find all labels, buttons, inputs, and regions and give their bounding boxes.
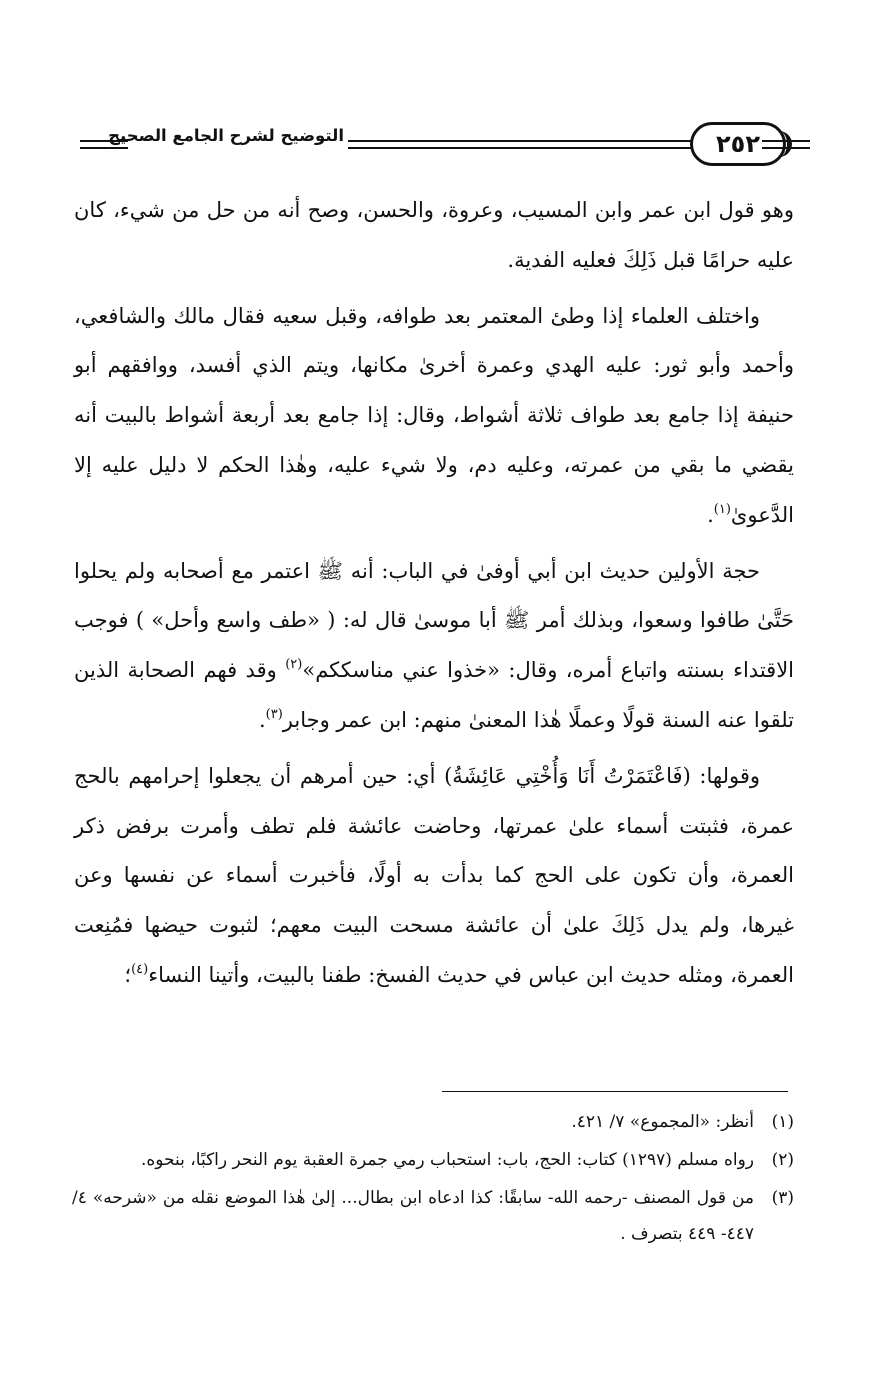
paragraph-text: ؛ bbox=[124, 962, 132, 987]
footnotes bbox=[72, 1104, 794, 1254]
footnote bbox=[72, 1180, 794, 1252]
footnote-ref: (٢) bbox=[285, 657, 303, 673]
footnote-text: أنظر: «المجموع» ٧/ ٤٢١. bbox=[571, 1112, 754, 1132]
running-title: التوضيح لشرح الجامع الصحيح bbox=[108, 126, 344, 145]
header-rule bbox=[348, 147, 748, 149]
paragraph-text: حجة الأولين حديث ابن أبي أوفىٰ في الباب: أنه ﷺ اعتمر مع أصحابه ولم يحلوا حَتَّىٰ طافوا وسعوا، وبذلك أمر ﷺ أبا موسىٰ قال له: ( «طف واسع وأحل» ) فوجب الاقتداء بسنته واتباع أمره، وقال: «خذوا عني مناسككم» bbox=[74, 558, 795, 683]
paragraph bbox=[74, 752, 794, 1001]
footnote-ref: (٣) bbox=[265, 706, 283, 722]
paragraph bbox=[74, 186, 794, 286]
footnote-ref: (١) bbox=[713, 501, 731, 517]
page-number: ٢٥٢ bbox=[716, 130, 760, 158]
paragraph bbox=[74, 292, 794, 541]
header-rule bbox=[762, 147, 810, 149]
main-text bbox=[74, 186, 794, 1001]
running-header bbox=[70, 118, 810, 174]
header-rule bbox=[762, 140, 810, 142]
footnote-number: (١) bbox=[771, 1112, 794, 1132]
footnote-ref: (٤) bbox=[131, 961, 149, 977]
paragraph-text: . bbox=[258, 707, 266, 732]
footnote bbox=[72, 1104, 794, 1140]
paragraph bbox=[74, 547, 794, 746]
footnote-text: رواه مسلم (١٢٩٧) كتاب: الحج، باب: استحباب رمي جمرة العقبة يوم النحر راكبًا، بنحوه. bbox=[140, 1150, 754, 1170]
header-rule bbox=[348, 140, 748, 142]
paragraph-text: وقد فهم الصحابة الذين تلقوا عنه السنة قولًا وعملًا هٰذا المعنىٰ منهم: ابن عمر وجابر bbox=[74, 658, 794, 732]
footnote-number: (٢) bbox=[771, 1150, 794, 1170]
footnote-number: (٣) bbox=[771, 1188, 794, 1208]
paragraph-text: وقولها: (فَاعْتَمَرْتُ أَنَا وَأُخْتِي عَائِشَةُ) أي: حين أمرهم أن يجعلوا إحرامهم بالحج عمرة، فثبتت أسماء علىٰ عمرتها، وحاضت عائشة فلم تطف وأمرت برفض ذكر العمرة، وأن تكون على الحج كما بدأت به أولًا، فأخبرت أسماء عن نفسها وعن غيرها، ولم يدل ذَلِكَ علىٰ أن عائشة مسحت البيت معهم؛ لثبوت حيضها فمُنِعت العمرة، ومثله حديث ابن عباس في حديث الفسخ: طفنا بالبيت، وأتينا النساء bbox=[74, 763, 794, 987]
footnote-separator bbox=[442, 1091, 788, 1092]
footnote-text: من قول المصنف -رحمه الله- سابقًا: كذا ادعاه ابن بطال... إلىٰ هٰذا الموضع نقله من «شرحه» ٤/ ٤٤٧- ٤٤٩ بتصرف . bbox=[72, 1188, 754, 1244]
paragraph-text: وهو قول ابن عمر وابن المسيب، وعروة، والحسن، وصح أنه من حل من شيء، كان عليه حرامًا قبل ذَلِكَ فعليه الفدية. bbox=[74, 198, 794, 272]
paragraph-text: . bbox=[707, 502, 714, 527]
page-number-badge bbox=[690, 122, 786, 166]
footnote bbox=[72, 1142, 794, 1178]
header-rule bbox=[80, 147, 128, 149]
paragraph-text: واختلف العلماء إذا وطئ المعتمر بعد طوافه، وقبل سعيه فقال مالك والشافعي، وأحمد وأبو ثور: عليه الهدي وعمرة أخرىٰ مكانها، ويتم الذي أفسد، ووافقهم أبو حنيفة إذا جامع بعد طواف ثلاثة أشواط، وقال: إذا جامع بعد أربعة أشواط بالبيت أنه يقضي ما بقي من عمرته، وعليه دم، ولا شيء عليه، وهٰذا الحكم لا دليل عليه إلا الدَّعوىٰ bbox=[74, 303, 794, 527]
